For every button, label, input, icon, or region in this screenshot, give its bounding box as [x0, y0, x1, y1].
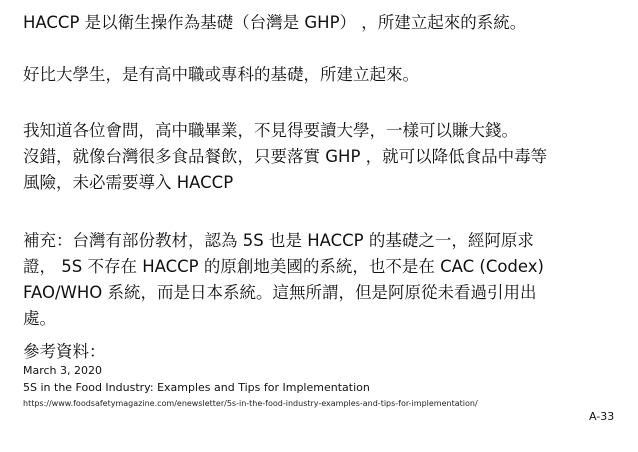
paragraph-line: 證， 5S 不存在 HACCP 的原創地美國的系統，也不是在 CAC (Codex) — [23, 257, 544, 276]
paragraph-line: FAO/WHO 系統，而是日本系統。這無所謂，但是阿原從未看過引用出 — [23, 283, 537, 302]
paragraph-line: 好比大學生，是有高中職或專科的基礎，所建立起來。 — [23, 65, 419, 84]
paragraph-line: HACCP 是以衛生操作為基礎（台灣是 GHP） ，所建立起來的系統。 — [23, 13, 527, 32]
reference-date: March 3, 2020 — [23, 364, 103, 377]
paragraph-line: 我知道各位會問，高中職畢業，不見得要讀大學，一樣可以賺大錢。 — [23, 121, 518, 140]
references-heading: 參考資料： — [23, 342, 106, 361]
paragraph-line: 補充：台灣有部份教材，認為 5S 也是 HACCP 的基礎之一，經阿原求 — [23, 231, 534, 250]
reference-url[interactable]: https://www.foodsafetymagazine.com/enewsletter/5s-in-the-food-industry-examples-and-tips-for-implementation/ — [23, 399, 478, 408]
reference-title: 5S in the Food Industry: Examples and Tips for Implementation — [23, 381, 370, 394]
paragraph-line: 沒錯，就像台灣很多食品餐飲，只要落實 GHP ，就可以降低食品中毒等 — [23, 147, 548, 166]
paragraph-ghp-example — [23, 118, 623, 196]
slide-number: A-33 — [589, 410, 615, 423]
paragraph-haccp-definition — [23, 10, 623, 36]
paragraph-line: 處。 — [23, 309, 56, 328]
paragraph-5s-supplement — [23, 228, 623, 332]
paragraph-line: 風險，未必需要導入 HACCP — [23, 173, 234, 192]
paragraph-analogy — [23, 62, 623, 88]
